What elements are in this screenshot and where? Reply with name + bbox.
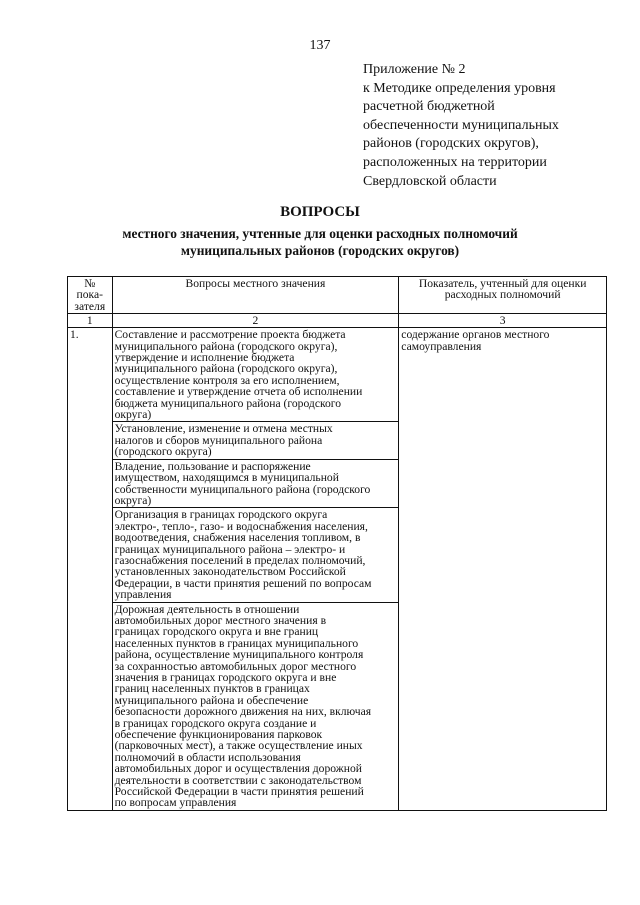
issue-line: автомобильных дорог и осуществления дорожной [114, 762, 363, 776]
column-number: 1 [68, 314, 113, 328]
issue-line: населенных пунктов в границах муниципального [114, 636, 359, 650]
document-subtitle [80, 226, 560, 259]
issue-line: муниципального района (городского округа), [114, 339, 338, 353]
issue-line: границах муниципального района – электро- и [114, 542, 346, 556]
issue-line: управления [114, 588, 172, 602]
column-number: 2 [112, 314, 399, 328]
issue-line: осуществление контроля за его исполнением, [114, 373, 340, 387]
issue-line: по вопросам управления [114, 796, 237, 810]
issue-line: Установление, изменение и отмена местных [114, 422, 333, 436]
issue-line: Составление и рассмотрение проекта бюджета [114, 328, 346, 342]
indicator-line: содержание органов местного [401, 328, 550, 342]
document-title: ВОПРОСЫ [280, 204, 360, 220]
column-number: 3 [399, 314, 607, 328]
header-indicator-line: расходных полномочий [444, 288, 561, 302]
header-issues: Вопросы местного значения [112, 277, 399, 314]
page-number: 137 [309, 38, 331, 53]
issue-line: обеспечение функционирования парковок [114, 728, 323, 742]
issue-line: за сохранностью автомобильных дорог местного [114, 659, 357, 673]
appendix-line: к Методике определения уровня [363, 80, 556, 96]
subtitle-line: муниципальных районов (городских округов) [180, 242, 460, 258]
issue-line: границ населенных пунктов в границах [114, 682, 310, 696]
indicator-line: самоуправления [401, 339, 482, 353]
issue-line: округа) [114, 408, 152, 422]
issue-cell [112, 602, 399, 810]
issue-line: Федерации, в части принятия решений по вопросам [114, 576, 372, 590]
appendix-line: обеспеченности муниципальных [363, 117, 559, 133]
header-number-line: зателя [74, 299, 106, 313]
appendix-line: расчетной бюджетной [363, 99, 495, 115]
header-indicator [399, 277, 607, 314]
issue-line: водоотведения, снабжения населения топливом, в [114, 531, 361, 545]
issue-line: безопасности дорожного движения на них, включая [114, 705, 372, 719]
issue-cell [112, 328, 399, 422]
issue-cell [112, 422, 399, 459]
issue-line: (городского округа) [114, 445, 212, 459]
header-number-line: пока- [76, 288, 104, 302]
subtitle-line: местного значения, учтенные для оценки расходных полномочий [122, 226, 518, 241]
issue-line: газоснабжения поселений в пределах полномочий, [114, 553, 366, 567]
questions-table [67, 276, 607, 811]
issue-line: округа) [114, 493, 152, 507]
header-indicator-line: Показатель, учтенный для оценки [418, 277, 587, 290]
issue-line: границах городского округа и вне границ [114, 625, 319, 639]
issue-line: собственности муниципального района (городского [114, 482, 371, 496]
issue-line: значения в границах городского округа и вне [114, 671, 337, 684]
issue-line: утверждение и исполнение бюджета [114, 351, 295, 365]
issue-line: деятельности в соответствии с законодательством [114, 773, 362, 787]
issue-line: полномочий в области использования [114, 750, 301, 764]
issue-line: муниципального района и обеспечение [114, 693, 309, 707]
column-numbers-row [68, 314, 607, 328]
issue-line: установленных законодательством Российской [114, 565, 346, 579]
issue-line: Владение, пользование и распоряжение [114, 459, 311, 473]
appendix-line: Свердловской области [363, 173, 497, 189]
issue-cell [112, 508, 399, 602]
issue-line: (парковочных мест), а также осуществление иных [114, 739, 363, 753]
issue-line: имуществом, находящимся в муниципальной [114, 471, 339, 485]
issue-cell [112, 459, 399, 508]
issue-line: налогов и сборов муниципального района [114, 433, 323, 447]
issue-line: автомобильных дорог местного значения в [114, 613, 327, 627]
issue-line: электро-, тепло-, газо- и водоснабжения населения, [114, 519, 368, 533]
table-header-row [68, 277, 607, 314]
issue-line: муниципального района (городского округа), [114, 362, 338, 376]
issue-line: Организация в границах городского округа [114, 508, 328, 522]
appendix-line: районов (городских округов), [363, 136, 539, 152]
issue-line: в границах городского округа создание и [114, 716, 317, 730]
appendix-note [363, 61, 603, 191]
appendix-line: расположенных на территории [363, 154, 547, 170]
indicator-cell [399, 328, 607, 811]
row-number: 1. [68, 328, 113, 811]
table-row [68, 328, 607, 422]
issue-line: Дорожная деятельность в отношении [114, 602, 300, 616]
issue-line: Российской Федерации в части принятия решений [114, 785, 364, 799]
issue-line: района, осуществление муниципального контроля [114, 648, 364, 662]
issue-line: составление и утверждение отчета об исполнении [114, 385, 363, 399]
header-number [68, 277, 113, 314]
appendix-line: Приложение № 2 [363, 62, 466, 77]
header-number-line: № [84, 277, 96, 290]
issue-line: бюджета муниципального района (городского [114, 396, 342, 410]
